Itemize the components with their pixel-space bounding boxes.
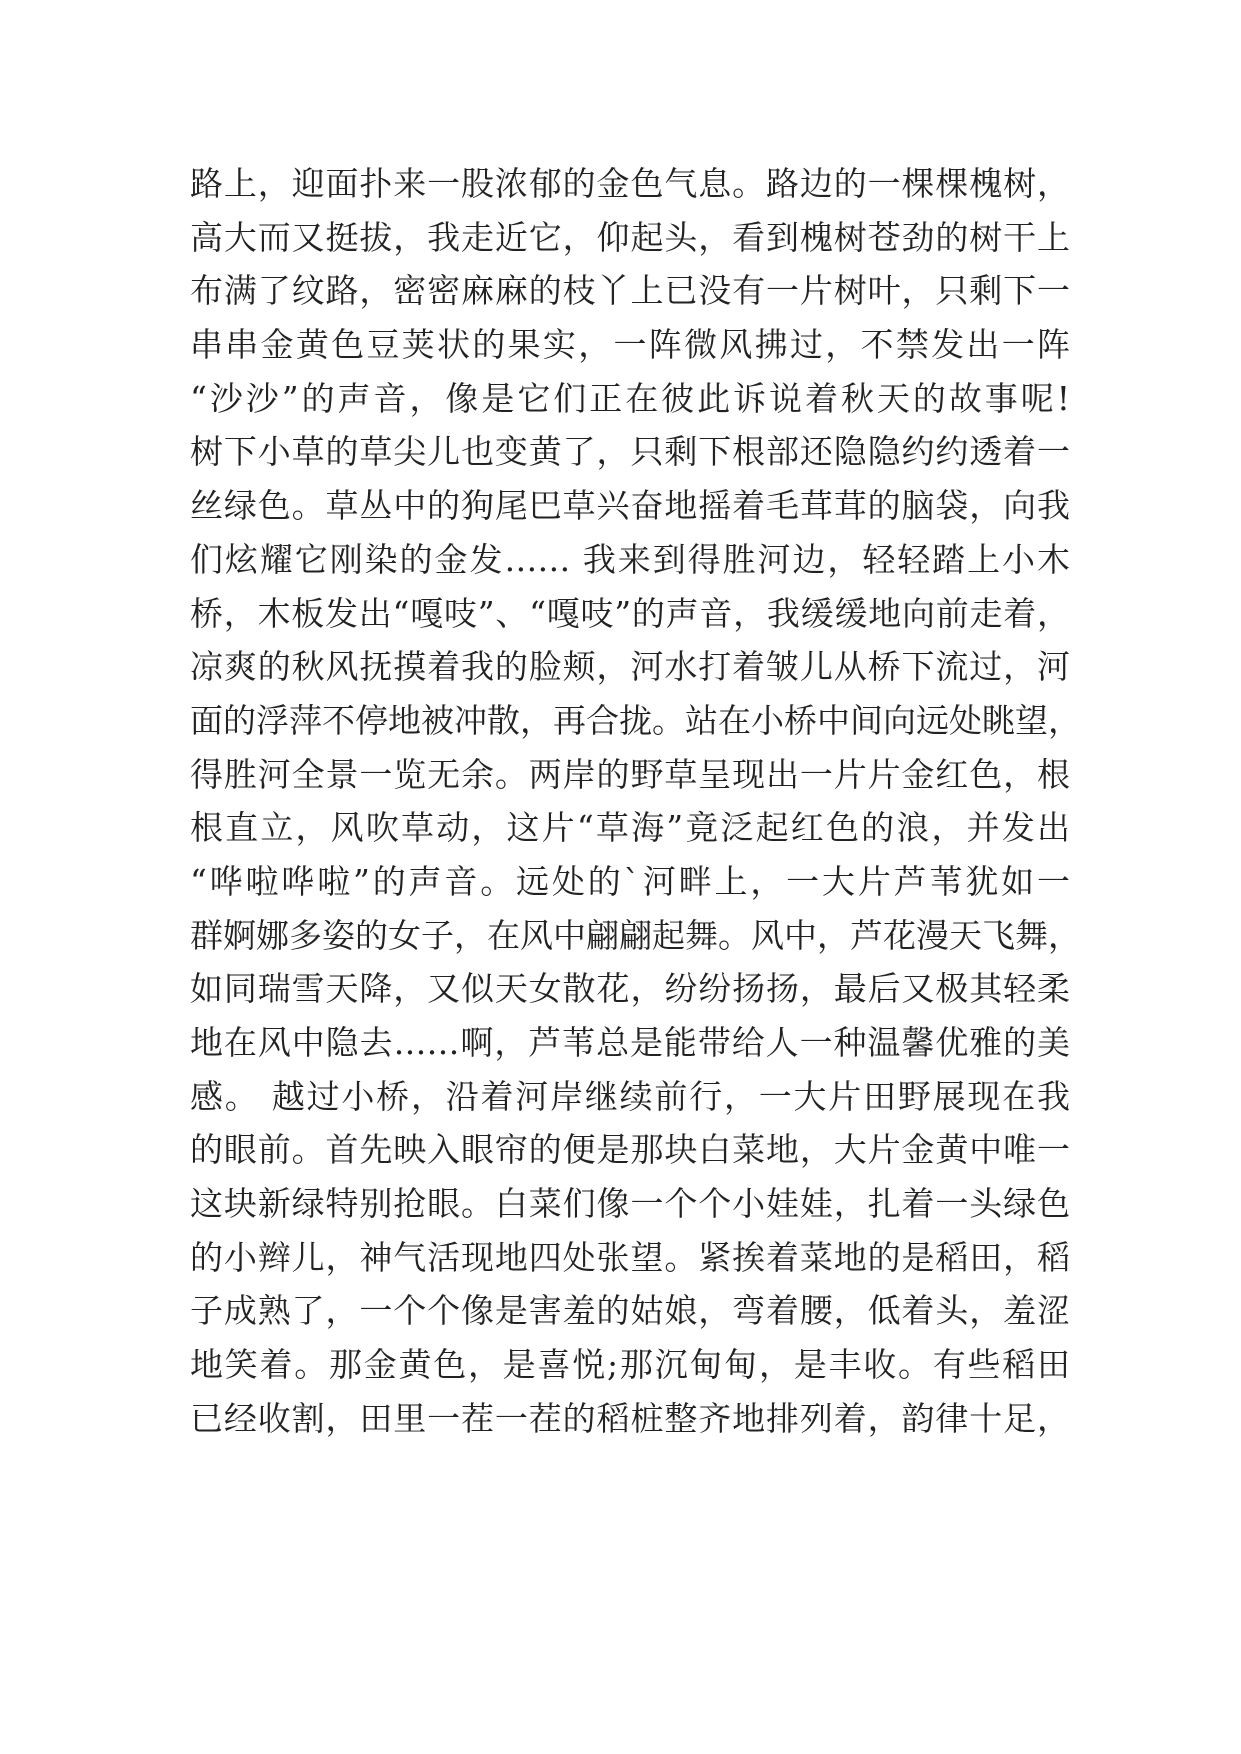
- text-line-22: 子成熟了，一个个像是害羞的姑娘，弯着腰，低着头，羞涩: [190, 1291, 1070, 1331]
- text-line-17: 地在风中隐去……啊，芦苇总是能带给人一种温馨优雅的美: [190, 1023, 1070, 1062]
- text-line-20: 这块新绿特别抢眼。白菜们像一个个小娃娃，扎着一头绿色: [190, 1184, 1070, 1224]
- text-line-14: “哗啦哗啦”的声音。远处的`河畔上，一大片芦苇犹如一: [190, 861, 1070, 901]
- text-line-4: 串串金黄色豆荚状的果实，一阵微风拂过，不禁发出一阵: [190, 325, 1070, 365]
- text-line-18: 感。 越过小桥，沿着河岸继续前行，一大片田野展现在我: [190, 1076, 1070, 1116]
- text-line-10: 凉爽的秋风抚摸着我的脸颊，河水打着皱儿从桥下流过，河: [190, 647, 1070, 687]
- text-line-21: 的小辫儿，神气活现地四处张望。紧挨着菜地的是稻田，稻: [190, 1237, 1070, 1277]
- text-line-7: 丝绿色。草丛中的狗尾巴草兴奋地摇着毛茸茸的脑袋，向我: [190, 486, 1070, 526]
- text-line-23: 地笑着。那金黄色，是喜悦;那沉甸甸，是丰收。有些稻田: [190, 1345, 1070, 1385]
- body-text: [190, 157, 1081, 1446]
- text-line-3: 布满了纹路，密密麻麻的枝丫上已没有一片树叶，只剩下一: [190, 271, 1070, 311]
- text-line-13: 根直立，风吹草动，这片“草海”竟泛起红色的浪，并发出: [190, 808, 1070, 848]
- text-line-24: 已经收割，田里一茬一茬的稻桩整齐地排列着，韵律十足，: [190, 1398, 1070, 1438]
- text-line-6: 树下小草的草尖儿也变黄了，只剩下根部还隐隐约约透着一: [190, 432, 1070, 472]
- text-line-5: “沙沙”的声音，像是它们正在彼此诉说着秋天的故事呢!: [190, 378, 1070, 418]
- text-line-8: 们炫耀它刚染的金发…… 我来到得胜河边，轻轻踏上小木: [190, 539, 1070, 579]
- text-line-15: 群婀娜多姿的女子，在风中翩翩起舞。风中，芦花漫天飞舞，: [190, 915, 1081, 955]
- text-line-19: 的眼前。首先映入眼帘的便是那块白菜地，大片金黄中唯一: [190, 1130, 1070, 1170]
- text-line-12: 得胜河全景一览无余。两岸的野草呈现出一片片金红色，根: [190, 754, 1070, 794]
- text-line-9: 桥，木板发出“嘎吱”、“嘎吱”的声音，我缓缓地向前走着，: [190, 593, 1070, 633]
- text-line-16: 如同瑞雪天降，又似天女散花，纷纷扬扬，最后又极其轻柔: [190, 969, 1070, 1009]
- text-line-1: 路上，迎面扑来一股浓郁的金色气息。路边的一棵棵槐树，: [190, 164, 1070, 203]
- text-line-11: 面的浮萍不停地被冲散，再合拢。站在小桥中间向远处眺望，: [190, 700, 1081, 740]
- text-line-2: 高大而又挺拔，我走近它，仰起头，看到槐树苍劲的树干上: [190, 217, 1070, 257]
